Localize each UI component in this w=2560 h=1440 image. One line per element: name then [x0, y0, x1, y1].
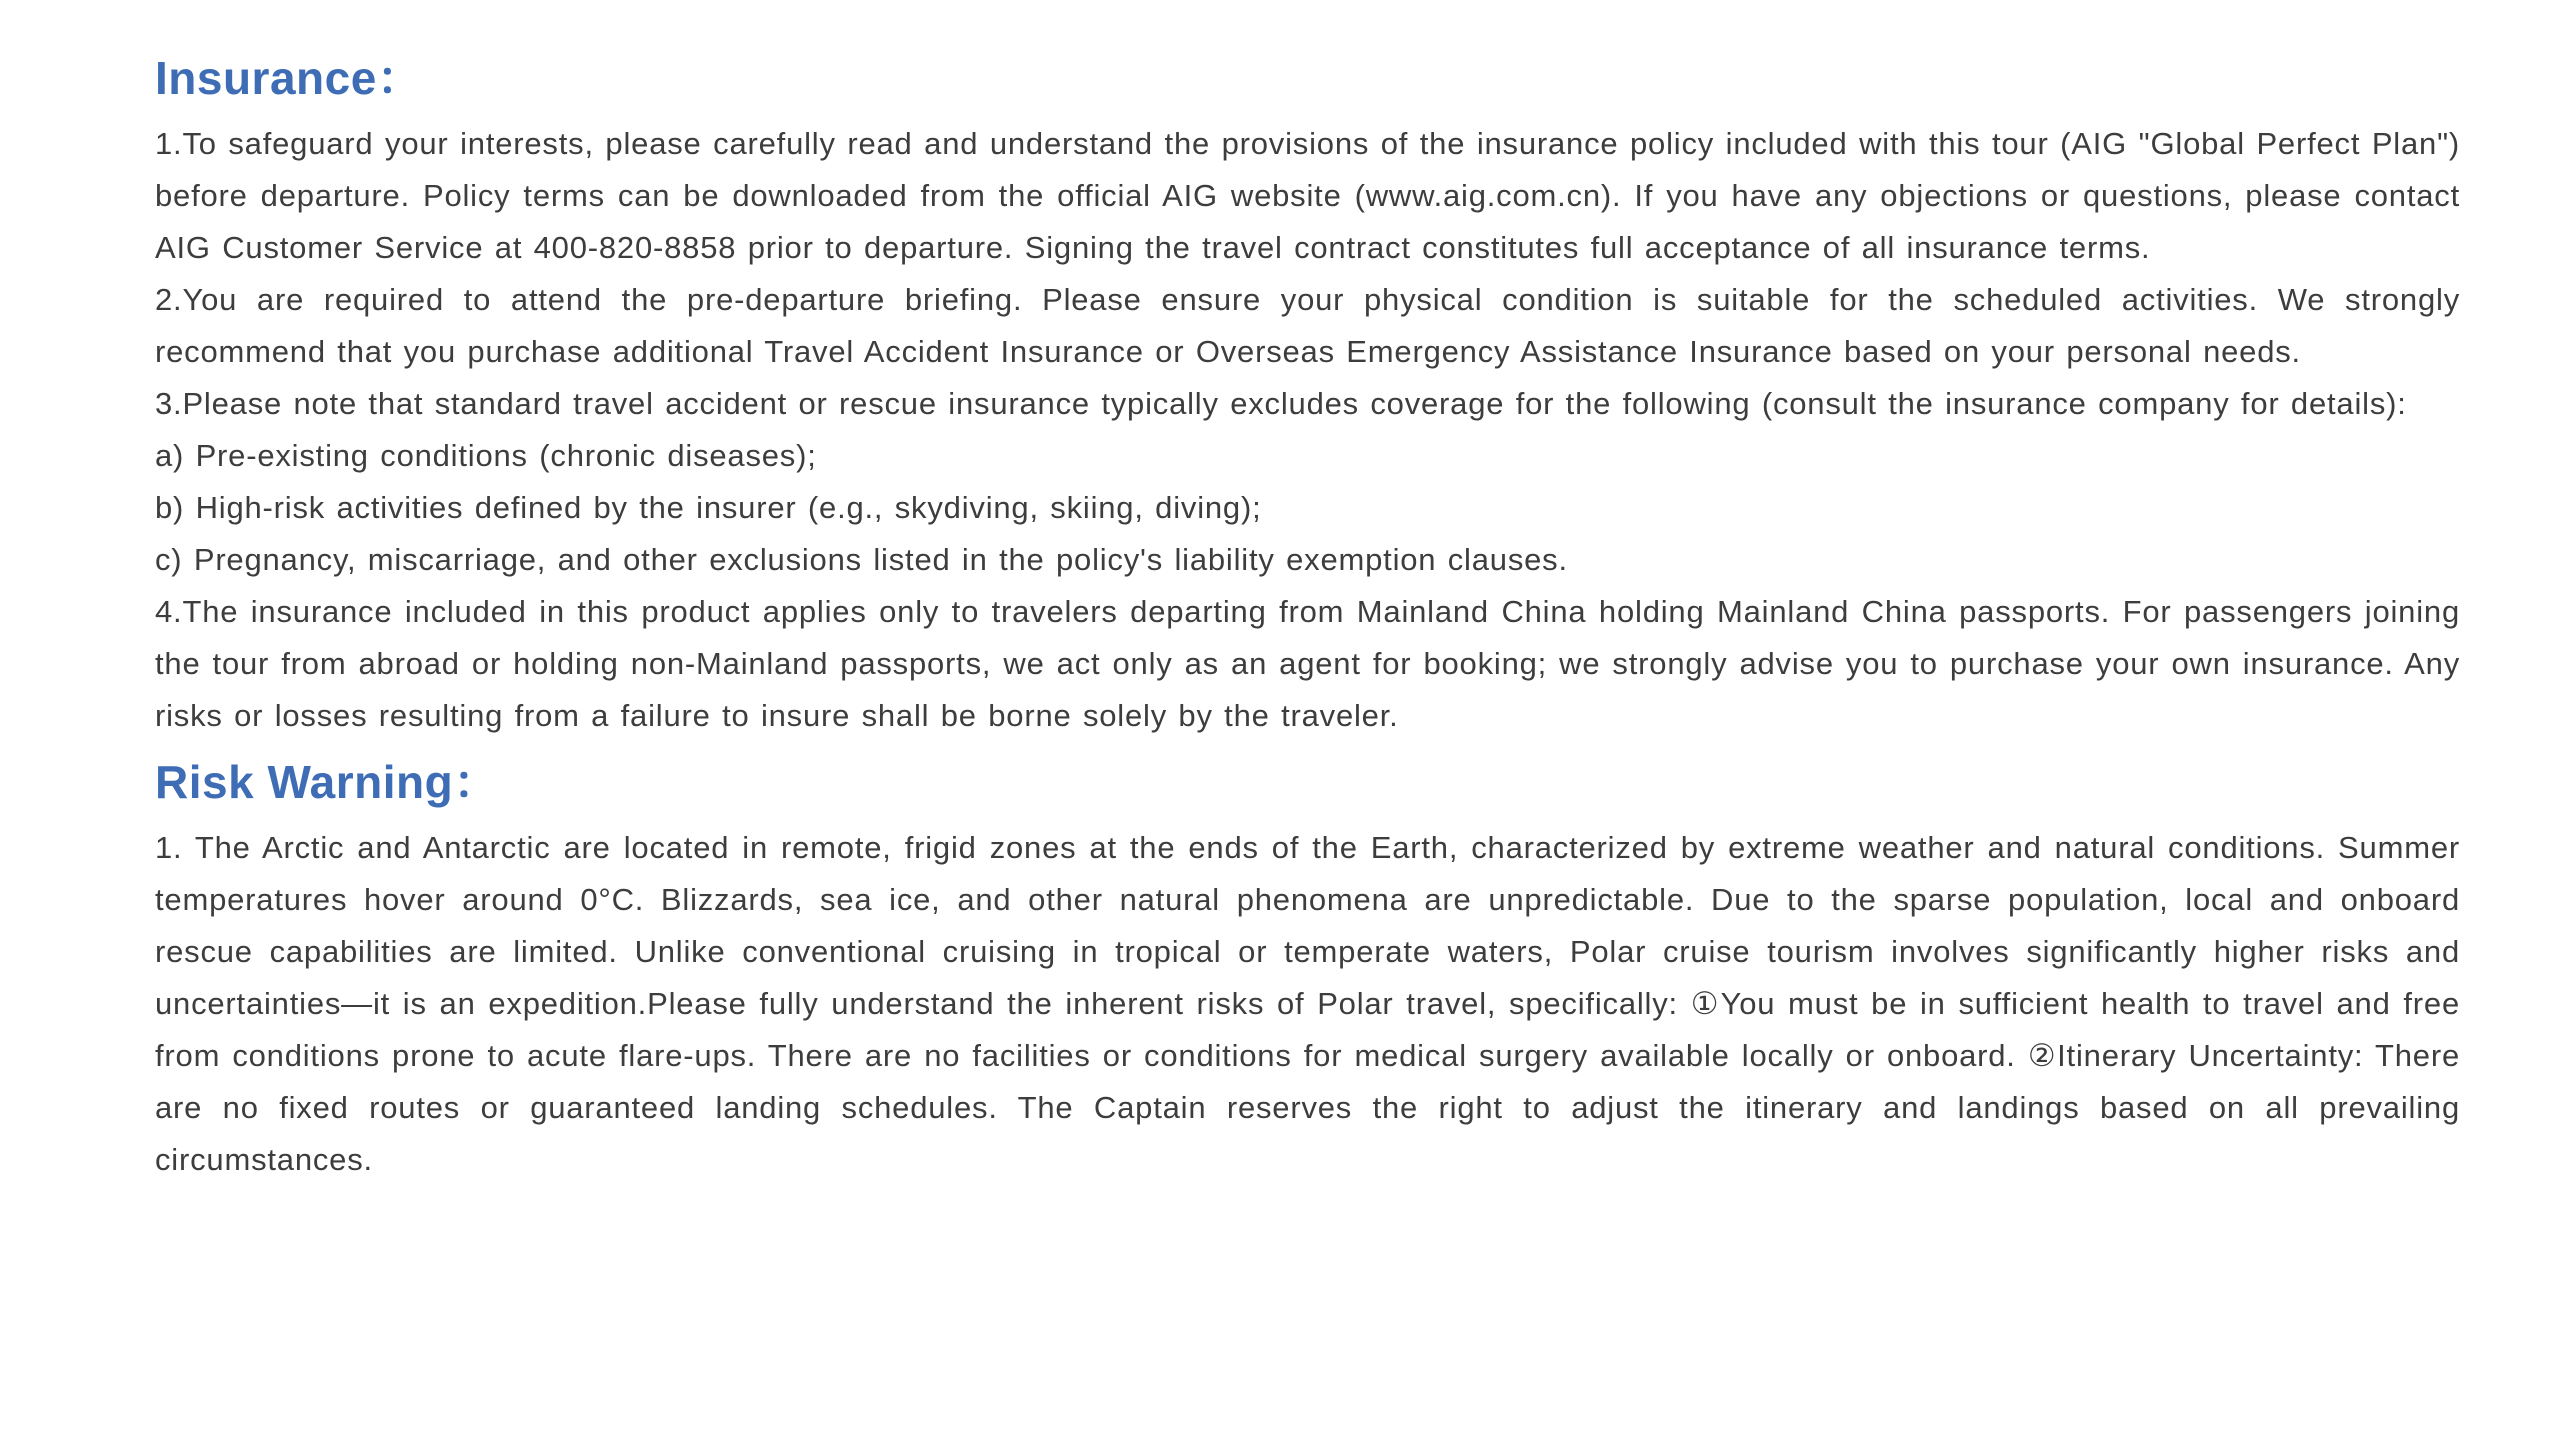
insurance-section-heading: Insurance： — [155, 52, 424, 104]
risk-warning-paragraph-1: 1. The Arctic and Antarctic are located in remote, frigid zones at the ends of the Earth, characterized by extreme weather and natural conditions. Summer temperatures hover around 0°C. Blizzards, sea ice, and other natural phenomena are unpredictable. Due to the sparse population, local and onboard rescue capabilities are limited. Unlike conventional cruising in tropical or temperate waters, Polar cruise tourism involves significantly higher risks and uncertainties—it is an expedition.Please fully understand the inherent risks of Polar travel, specifically: ①You must be in sufficient health to travel and free from conditions prone to acute flare-ups. There are no facilities or conditions for medical surgery available locally or onboard. ②Itinerary Uncertainty: There are no fixed routes or guaranteed landing schedules. The Captain reserves the right to adjust the itinerary and landings based on all prevailing circumstances. — [155, 830, 2460, 1177]
insurance-paragraph-4: 4.The insurance included in this product applies only to travelers departing from Mainland China holding Mainland China passports. For passengers joining the tour from abroad or holding non-Mainland passports, we act only as an agent for booking; we strongly advise you to purchase your own insurance. Any risks or losses resulting from a failure to insure shall be borne solely by the traveler. — [155, 594, 2460, 733]
insurance-exclusion-item-b: b) High-risk activities defined by the insurer (e.g., skydiving, skiing, diving); — [155, 490, 1262, 525]
insurance-exclusion-item-a: a) Pre-existing conditions (chronic diseases); — [155, 438, 817, 473]
insurance-paragraph-3: 3.Please note that standard travel accident or rescue insurance typically excludes coverage for the following (consult the insurance company for details): — [155, 386, 2407, 421]
risk-warning-section-heading: Risk Warning： — [155, 756, 500, 808]
insurance-paragraph-1: 1.To safeguard your interests, please carefully read and understand the provisions of the insurance policy included with this tour (AIG "Global Perfect Plan") before departure. Policy terms can be downloaded from the official AIG website (www.aig.com.cn). If you have any objections or questions, please contact AIG Customer Service at 400-820-8858 prior to departure. Signing the travel contract constitutes full acceptance of all insurance terms. — [155, 126, 2460, 265]
insurance-exclusion-item-c: c) Pregnancy, miscarriage, and other exclusions listed in the policy's liability exemption clauses. — [155, 542, 1568, 577]
insurance-paragraph-2: 2.You are required to attend the pre-departure briefing. Please ensure your physical condition is suitable for the scheduled activities. We strongly recommend that you purchase additional Travel Accident Insurance or Overseas Emergency Assistance Insurance based on your personal needs. — [155, 282, 2460, 369]
